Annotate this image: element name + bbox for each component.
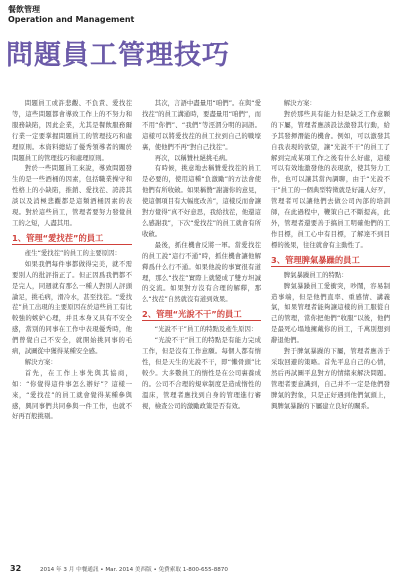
paragraph: 有時候，挑意地去稱贊愛找茬的員工是必要的，使用這種“負激勵”的方法會使他們有所收斂。如果稱贊“謝謝你的意見，使這個項目有大幅度改善”，這樣反而會讓對方覺得“真不好意思，我給找茬，他還這么感謝我”，下次“愛找茬”的員工就會有所收斂。 <box>142 164 261 238</box>
article-body <box>12 98 390 548</box>
page-number: 32 <box>10 564 22 573</box>
paragraph: 對於那些具有能力但是缺乏工作意願的下屬，管理者應該設法激發其行動，給予其發揮潛能的機會。例如，可以激發其自我表現的欲望，讓“光說不干”的員工了解到完成某項工作之後有什么好處，這樣可以有效地激發他的表現欲，使其努力工作，也可以讓其當內調聊，由于“光說不干”員工的一個典型特徵就是好議人好歹，管理者可以讓他們去做公司內部的培訓師，在此過程中，鞭策自己不斷提高，此外，管理者還要善于搞員工明確他們的工作目標，員工心中有目標，了解達不到目標的後果，往往就會有主動性了。 <box>271 109 390 249</box>
page-footer <box>0 562 400 577</box>
section-header <box>8 4 134 25</box>
column-1 <box>12 98 132 422</box>
paragraph: 其次，言語中盡量用“咱們”。在與“愛找茬”的員工溝通時，要盡量用“咱們”，而不用“你們”、“我們”等涇渭分明的詞語。這樣可以將愛找茬的員工拉到自己的戰壕裏，使他們不再“對自己找茬”。 <box>142 99 261 151</box>
paragraph: “光說不干”員工的特點及產生原因： <box>154 325 258 334</box>
paragraph: 產生“愛找茬”的員工的主要原因： <box>24 248 121 257</box>
paragraph: 再次，以稱贊杜絕挑毛病。 <box>154 153 232 162</box>
paragraph: 問題員工或許悲觀、不負責、愛找茬等，這些問題都會導致工作上的不努力和服務缺陷，因此企業，尤其是餐飲服務爾行業一定要掌握問題員工的管理技巧和處理原則。本資料總結了優秀領導者的關於問題員工的管理技巧和處理原則。 <box>12 99 132 162</box>
paragraph: 對於一些問題員工來說，導致問題發生的是一些酒桶的因素，包括職業操守和性格上的小缺陷，推銷、愛找茬、誇誇其談以及消極悲觀都是這類酒桶因素的表現。對於這些員工，管理者要努力發覺員工的之短，人盡其用。 <box>12 164 132 227</box>
paragraph: 最後，抓住機會反將一軍。當愛找茬的員工說“這行不通”時，抓住機會讓他解釋爲什么行不通。如果他說的事實很有道理，那么“找茬”實際上就變成了雙方坦誠的交流。如果對方沒有合理的解釋，那么“找茬”自然就沒有道到效果。 <box>142 240 261 304</box>
footer-info: 2014 年 3 月 中餐通訊 • Mar. 2014 美西版 • 免費索取 1-800-655-8870 <box>40 567 228 573</box>
paragraph: 解決方案： <box>24 357 57 366</box>
article-title: 問題員工管理技巧 <box>6 40 230 71</box>
section-title-zh: 餐飲管理 <box>8 5 40 14</box>
paragraph: 對于脾氣暴躁的下屬，管理者應善于采取回避的策略。首先平息自己的心情，然后再試圖平息對方的情緒來解決問題。管理者要意識到，自己并不一定是他們發脾氣的對象，只是正好遇到他們氣頭上，興脾氣暴躁的下屬建立良好的關系。 <box>271 347 390 410</box>
paragraph: 脾氣暴躁員工的特點： <box>283 270 348 279</box>
paragraph: 如果我們每件事都做得完美，就不需要別人的批評指正了。但正因爲我們都不是完人，同週就有那么一種人對別人評頭論足，挑毛病，滑冷水，甚至找茬。“愛找茬”員工出現的主要原因在於這些員工有比較強的嫉妒心理，并且本身又具有不安全感，當別的同事在工作中表現優秀時，他們曾覺自己不安全，就開始挑同事的毛病，試圖從中獲得某種安全感。 <box>12 259 132 356</box>
section-title-en: Operation and Management <box>8 15 135 24</box>
paragraph: “光說不干”員工的特點是有能力完成工作，但是沒有工作意願。每個人都有惰性，但是天生的光說不干，即“懶骨頭”比較少。大多數員工的惰性是在公司裏養成的。公司不合理的規章制度是造成惰性的溫床，管理者應找到自身的管理進行審視，檢查公司的激勵政策是否有效。 <box>142 336 261 410</box>
paragraph: 解決方案： <box>283 99 316 107</box>
subheading-3: 3、管理脾氣暴躁的員工 <box>271 254 390 267</box>
column-2 <box>142 98 261 411</box>
paragraph: 脾氣暴躁員工愛衝突，吵鬧，容易制造事端，但是他們直率、重感情、講義氣，如果管理者能夠讓這樣的員工服從自己的管理，當你把他們“收服”以後，他們是最死心塌地擁戴你的員工，千萬別想到辭退他們。 <box>271 281 390 345</box>
column-3 <box>271 98 390 411</box>
subheading-2: 2、管理“光說不干”的員工 <box>142 308 261 321</box>
subheading-1: 1、管理“愛找茬”的員工 <box>12 232 132 245</box>
paragraph: 首先，在工作上事先與其協商，如：“你覺得這件事怎么辦好”？這樣一來，“愛找茬”的員工就會覺得某種參與感，興同事們共同參與一件工作，也就不好再百般挑剔。 <box>12 368 132 421</box>
